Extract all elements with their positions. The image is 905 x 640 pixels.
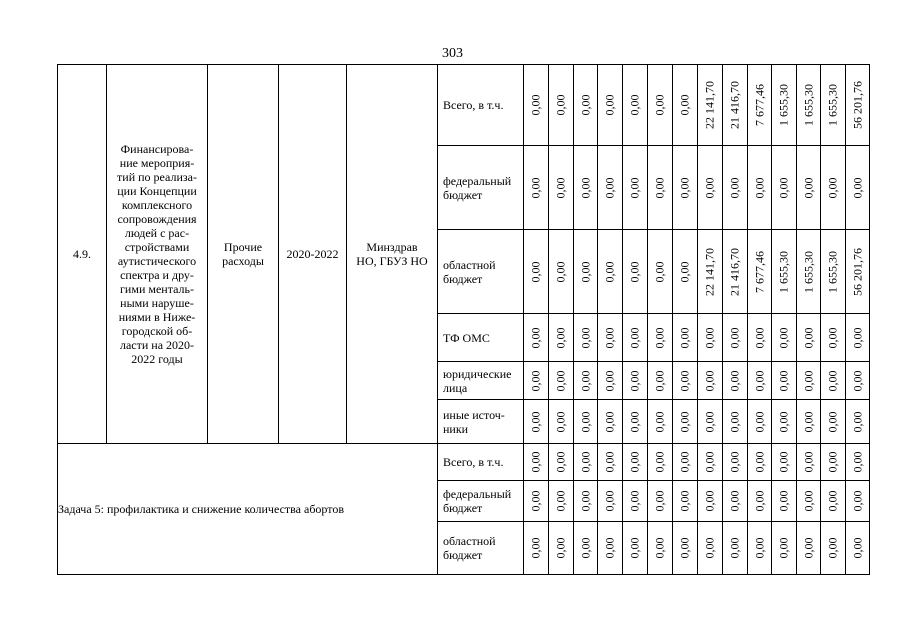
row-label-cell [438,314,524,362]
value-text: 0,00 [652,327,667,348]
value-text: 0,00 [727,451,742,473]
value-text: 0,00 [602,261,617,282]
value-text: 0,00 [627,490,642,512]
value-cell [772,444,797,481]
period: 2020-2022 [279,65,347,444]
value-cell [574,230,598,314]
value-text: 0,00 [776,411,791,432]
value-text: 0,00 [727,537,742,559]
value-text: 0,00 [727,490,742,512]
value-text: 0,00 [727,370,742,391]
value-text: 0,00 [652,490,667,512]
value-text: 0,00 [825,490,840,512]
value-cell [673,444,698,481]
row-label: ТФ ОМС [443,330,490,345]
value-cell [698,230,723,314]
value-text: 0,00 [801,451,815,473]
value-text: 0,00 [776,370,791,391]
value-text: 0,00 [578,327,592,348]
value-text: 0,00 [652,94,667,116]
value-cell [772,522,797,575]
value-cell [846,230,870,314]
value-text: 0,00 [825,327,840,348]
value-cell [648,481,673,522]
value-text: 0,00 [850,177,864,198]
value-cell [524,400,549,444]
value-cell [598,400,623,444]
value-cell [574,65,598,146]
value-cell [574,444,598,481]
value-cell [723,400,748,444]
value-cell [598,362,623,400]
value-cell [846,362,870,400]
value-cell [623,444,648,481]
value-cell [821,400,846,444]
value-text: 0,00 [727,177,742,198]
value-text: 0,00 [528,94,543,116]
description-text: Финансирова- ние мероприя- тий по реализа- ции Концепции комплексного сопровождения людей с рас- стройствами аутистического спектра и дру- гими менталь- ными наруше- ниями в Ниже- городской об- ласти на 2020- 2022 годы [117,142,197,366]
value-text: 0,00 [702,370,717,391]
value-cell [772,400,797,444]
task-title: Задача 5: профилактика и снижение количества абортов [58,444,438,575]
value-text: 0,00 [752,490,766,512]
value-cell [673,146,698,230]
value-cell [623,230,648,314]
value-text: 0,00 [801,411,815,432]
value-cell [821,146,846,230]
value-cell [797,444,821,481]
value-text: 0,00 [528,261,543,282]
value-text: 0,00 [776,327,791,348]
value-text: 0,00 [677,411,692,432]
value-cell [698,522,723,575]
value-text: 0,00 [602,370,617,391]
value-text: 56 201,76 [850,247,864,296]
value-cell [524,65,549,146]
value-cell [549,444,574,481]
value-cell [723,522,748,575]
value-cell [772,230,797,314]
value-text: 0,00 [776,177,791,198]
value-cell [549,481,574,522]
value-text: 0,00 [727,327,742,348]
value-text: 0,00 [553,451,568,473]
value-cell [673,400,698,444]
row-label: юридические лица [443,366,512,395]
value-text: 0,00 [652,261,667,282]
value-text: 0,00 [528,327,543,348]
value-text: 0,00 [602,94,617,116]
value-text: 0,00 [752,177,766,198]
value-cell [549,362,574,400]
value-cell [524,230,549,314]
value-cell [574,481,598,522]
value-cell [698,146,723,230]
value-text: 0,00 [850,327,864,348]
value-cell [772,65,797,146]
value-text: 0,00 [825,537,840,559]
value-cell [623,522,648,575]
value-text: 56 201,76 [850,81,864,129]
row-label-cell [438,146,524,230]
value-text: 0,00 [578,537,592,559]
value-text: 1 655,30 [801,84,815,126]
value-text: 0,00 [776,451,791,473]
value-text: 0,00 [627,451,642,473]
value-cell [723,65,748,146]
value-cell [698,362,723,400]
value-cell [524,146,549,230]
value-text: 0,00 [850,451,864,473]
value-text: 0,00 [677,261,692,282]
value-text: 0,00 [752,451,766,473]
value-text: 0,00 [801,177,815,198]
value-text: 0,00 [627,537,642,559]
value-cell [846,146,870,230]
row-label-cell [438,230,524,314]
financing-table [57,64,870,575]
value-text: 0,00 [528,451,543,473]
description-cell [107,65,208,444]
value-cell [648,65,673,146]
value-text: 0,00 [776,490,791,512]
value-text: 0,00 [553,327,568,348]
value-text: 0,00 [652,370,667,391]
value-cell [821,481,846,522]
value-text: 0,00 [677,94,692,116]
value-cell [673,230,698,314]
value-text: 0,00 [752,411,766,432]
value-cell [698,481,723,522]
value-text: 0,00 [578,490,592,512]
row-label: областной бюджет [443,257,496,286]
value-cell [549,314,574,362]
value-text: 0,00 [702,327,717,348]
row-label: Всего, в т.ч. [443,98,504,112]
value-text: 0,00 [677,537,692,559]
value-text: 0,00 [627,177,642,198]
value-cell [574,522,598,575]
value-cell [846,314,870,362]
value-text: 21 416,70 [727,81,742,129]
value-text: 0,00 [677,370,692,391]
value-cell [846,400,870,444]
value-cell [623,400,648,444]
value-cell [549,230,574,314]
value-cell [846,444,870,481]
value-text: 0,00 [553,177,568,198]
value-text: 0,00 [578,370,592,391]
value-cell [797,314,821,362]
value-text: 0,00 [801,537,815,559]
value-cell [698,400,723,444]
value-text: 0,00 [702,451,717,473]
value-cell [549,522,574,575]
value-cell [574,314,598,362]
value-cell [748,65,772,146]
value-cell [524,362,549,400]
value-cell [648,522,673,575]
value-cell [821,65,846,146]
value-cell [623,481,648,522]
value-text: 0,00 [602,451,617,473]
value-text: 1 655,30 [776,84,791,126]
value-cell [648,444,673,481]
value-text: 0,00 [602,537,617,559]
value-text: 0,00 [602,490,617,512]
value-text: 7 677,46 [752,84,766,126]
row-label-cell [438,65,524,146]
value-cell [598,444,623,481]
row-label-cell [438,400,524,444]
value-cell [723,444,748,481]
value-text: 0,00 [602,177,617,198]
value-text: 0,00 [702,177,717,198]
value-cell [748,481,772,522]
value-text: 0,00 [801,370,815,391]
value-text: 0,00 [578,94,592,116]
row-label: областной бюджет [443,534,496,562]
value-cell [846,522,870,575]
value-cell [772,146,797,230]
value-text: 0,00 [627,327,642,348]
value-cell [772,314,797,362]
value-text: 0,00 [652,177,667,198]
value-cell [623,65,648,146]
value-text: 0,00 [652,411,667,432]
value-text: 0,00 [553,94,568,116]
value-cell [797,481,821,522]
value-cell [549,146,574,230]
row-label: федеральный бюджет [443,173,512,202]
value-text: 0,00 [602,411,617,432]
value-text: 0,00 [752,327,766,348]
value-cell [748,444,772,481]
value-cell [723,230,748,314]
value-cell [748,146,772,230]
value-cell [648,146,673,230]
value-cell [821,444,846,481]
value-text: 0,00 [727,411,742,432]
value-cell [698,314,723,362]
table-row [58,65,870,146]
row-label-cell [438,522,524,575]
value-text: 0,00 [578,411,592,432]
value-cell [648,314,673,362]
value-text: 0,00 [553,537,568,559]
value-cell [748,314,772,362]
value-cell [598,65,623,146]
value-text: 0,00 [553,411,568,432]
row-label: федеральный бюджет [443,487,512,515]
value-text: 0,00 [528,177,543,198]
value-text: 0,00 [850,490,864,512]
value-cell [797,146,821,230]
value-text: 0,00 [528,490,543,512]
value-cell [797,362,821,400]
value-cell [574,146,598,230]
value-cell [524,522,549,575]
value-cell [524,314,549,362]
value-cell [797,522,821,575]
value-text: 0,00 [702,537,717,559]
value-text: 0,00 [578,451,592,473]
value-text: 0,00 [825,370,840,391]
page-number: 303 [442,46,463,61]
value-text: 0,00 [528,537,543,559]
value-text: 0,00 [702,490,717,512]
value-text: 0,00 [627,261,642,282]
value-cell [648,400,673,444]
value-cell [797,400,821,444]
value-text: 7 677,46 [752,250,766,293]
value-cell [574,362,598,400]
value-cell [748,522,772,575]
value-text: 0,00 [752,537,766,559]
table-row [58,444,870,481]
value-cell [598,146,623,230]
value-text: 0,00 [677,451,692,473]
value-text: 0,00 [627,411,642,432]
value-text: 0,00 [602,327,617,348]
value-cell [524,481,549,522]
value-cell [748,362,772,400]
value-text: 0,00 [801,490,815,512]
value-text: 22 141,70 [702,247,717,296]
value-cell [648,362,673,400]
value-cell [821,230,846,314]
value-text: 0,00 [553,261,568,282]
expense-type: Прочие расходы [208,65,279,444]
value-cell [623,362,648,400]
value-cell [821,362,846,400]
value-text: 21 416,70 [727,247,742,296]
value-cell [598,230,623,314]
value-text: 0,00 [553,370,568,391]
row-label-cell [438,444,524,481]
value-text: 0,00 [677,490,692,512]
value-text: 0,00 [652,451,667,473]
value-text: 0,00 [752,370,766,391]
value-text: 0,00 [850,537,864,559]
value-cell [723,362,748,400]
value-cell [648,230,673,314]
value-cell [821,522,846,575]
value-cell [574,400,598,444]
value-cell [598,522,623,575]
value-cell [723,314,748,362]
value-cell [772,481,797,522]
value-text: 0,00 [627,370,642,391]
value-cell [748,230,772,314]
value-cell [549,400,574,444]
value-cell [698,444,723,481]
value-cell [846,481,870,522]
value-cell [524,444,549,481]
value-text: 0,00 [850,370,864,391]
value-text: 0,00 [652,537,667,559]
value-text: 0,00 [801,327,815,348]
value-cell [772,362,797,400]
value-text: 0,00 [825,177,840,198]
row-label: Всего, в т.ч. [443,455,504,469]
value-text: 0,00 [702,411,717,432]
row-label-cell [438,481,524,522]
value-cell [723,481,748,522]
row-label: иные источ- ники [443,407,505,436]
value-cell [723,146,748,230]
value-text: 0,00 [627,94,642,116]
value-cell [673,65,698,146]
executor: Минздрав НО, ГБУЗ НО [347,65,438,444]
value-cell [821,314,846,362]
value-cell [623,146,648,230]
value-text: 0,00 [776,537,791,559]
value-text: 0,00 [850,411,864,432]
value-text: 0,00 [677,177,692,198]
value-text: 0,00 [578,177,592,198]
value-cell [698,65,723,146]
value-cell [598,314,623,362]
value-cell [623,314,648,362]
value-text: 22 141,70 [702,81,717,129]
value-cell [846,65,870,146]
row-number: 4.9. [58,65,107,444]
row-label-cell [438,362,524,400]
value-cell [549,65,574,146]
value-text: 0,00 [825,411,840,432]
value-text: 0,00 [528,411,543,432]
value-text: 1 655,30 [825,84,840,126]
value-text: 0,00 [578,261,592,282]
value-cell [673,362,698,400]
value-text: 1 655,30 [776,250,791,293]
value-text: 0,00 [677,327,692,348]
value-cell [797,65,821,146]
value-cell [673,314,698,362]
value-text: 0,00 [528,370,543,391]
value-cell [797,230,821,314]
value-text: 1 655,30 [825,250,840,293]
value-cell [673,522,698,575]
value-cell [598,481,623,522]
value-text: 0,00 [825,451,840,473]
value-text: 0,00 [553,490,568,512]
value-cell [673,481,698,522]
value-text: 1 655,30 [801,250,815,293]
value-cell [748,400,772,444]
